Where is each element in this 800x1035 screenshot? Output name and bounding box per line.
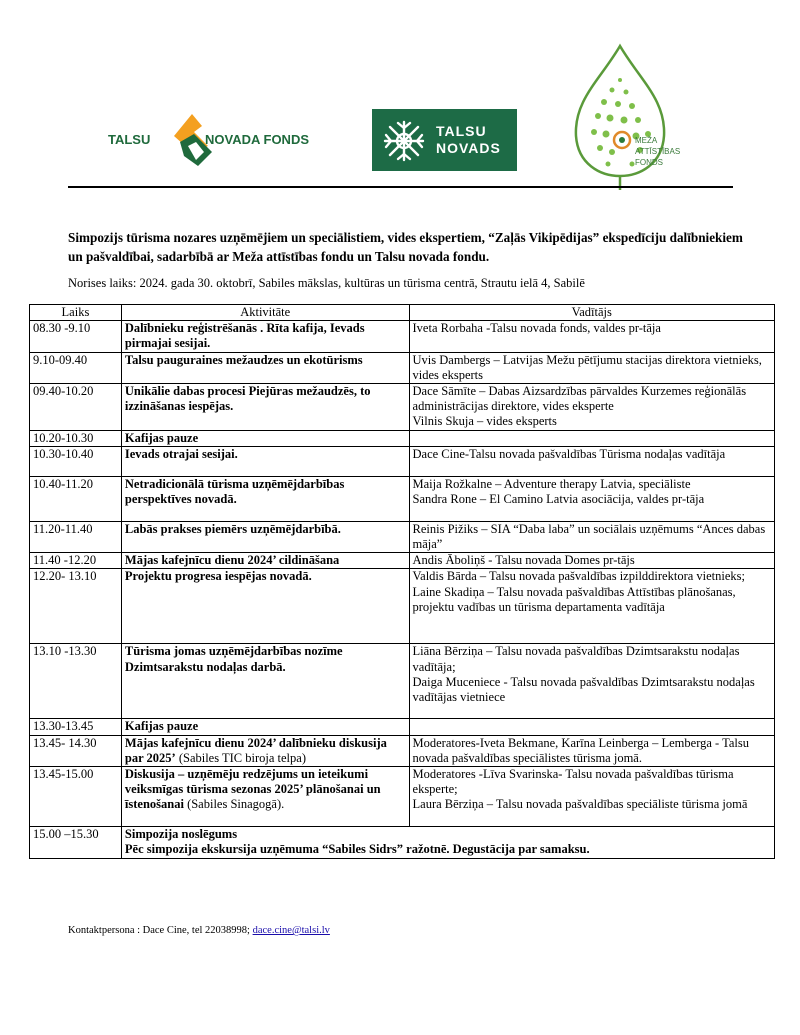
- row-activity: [121, 767, 409, 827]
- header-activity: Aktivitāte: [121, 305, 409, 321]
- schedule-table: [29, 304, 775, 859]
- closing-row: [30, 827, 775, 859]
- activity-title: Mājas kafejnīcu dienu 2024’ cildināšana: [124, 553, 340, 568]
- contact-email-link[interactable]: dace.cine@talsi.lv: [252, 925, 330, 936]
- talsu-novads-snowflake-icon: [382, 119, 426, 163]
- row-leader: Valdis Bārda – Talsu novada pašvaldības izpilddirektora vietnieks; Laine Skadiņa – Talsu novada pašvaldības Attīstības plānošanas, projektu vadības un tūrisma departamenta vadītāja: [409, 569, 774, 644]
- row-leader: Reinis Pižiks – SIA “Daba laba” un sociālais uzņēmums “Ances dabas māja”: [409, 521, 774, 552]
- row-time: 10.40-11.20: [30, 476, 122, 521]
- row-time: 08.30 -9.10: [30, 321, 122, 352]
- logo-word-talsu-2: TALSU: [436, 123, 487, 139]
- logo-word-fonds: FONDS: [635, 158, 663, 167]
- meza-attistibas-fonds-logo: [560, 40, 680, 190]
- logo-word-talsu: TALSU: [108, 132, 151, 147]
- header-leader: Vadītājs: [409, 305, 774, 321]
- table-row: [30, 521, 775, 552]
- row-activity: [121, 569, 409, 644]
- activity-title: Mājas kafejnīcu dienu 2024’ dalībnieku diskusija par 2025’: [124, 735, 387, 765]
- contact-label: Kontaktpersona : Dace Cine, tel 22038998;: [68, 925, 253, 936]
- table-row: [30, 767, 775, 827]
- row-activity: [121, 476, 409, 521]
- talsu-novada-fonds-logo: [108, 112, 328, 172]
- row-time: 10.20-10.30: [30, 430, 122, 446]
- activity-location-note: (Sabiles Sinagogā).: [183, 797, 285, 812]
- row-time: 13.10 -13.30: [30, 644, 122, 719]
- row-activity: [121, 553, 409, 569]
- activity-title: Kafijas pauze: [124, 430, 199, 445]
- table-row: [30, 644, 775, 719]
- event-date-location: Norises laiks: 2024. gada 30. oktobrī, Sabiles mākslas, kultūras un tūrisma centrā, Strautu ielā 4, Sabilē: [68, 276, 585, 290]
- activity-title: Labās prakses piemērs uzņēmējdarbībā.: [124, 521, 341, 536]
- logo-word-novada-fonds: NOVADA FONDS: [205, 132, 309, 147]
- header-time: Laiks: [30, 305, 122, 321]
- row-leader: [409, 430, 774, 446]
- activity-title: Projektu progresa iespējas novadā.: [124, 569, 312, 584]
- talsu-novads-logo: [372, 109, 517, 171]
- activity-title: Netradicionālā tūrisma uzņēmējdarbības perspektīves novadā.: [124, 476, 345, 507]
- activity-location-note: (Sabiles TIC biroja telpa): [175, 750, 306, 765]
- row-leader: Moderatores-Iveta Bekmane, Karīna Leinberga – Lemberga - Talsu novada pašvaldības speciālistes tūrisma jomā.: [409, 735, 774, 766]
- activity-title: Kafijas pauze: [124, 719, 199, 734]
- table-row: [30, 476, 775, 521]
- row-time: 13.30-13.45: [30, 719, 122, 735]
- row-activity: [121, 735, 409, 766]
- table-row: [30, 569, 775, 644]
- document-title: Simpozijs tūrisma nozares uzņēmējiem un speciālistiem, vides ekspertiem, “Zaļās Vikipēdijas” ekspedīciju dalībniekiem un pašvaldībai, sadarbībā ar Meža attīstības fondu un Talsu novada fondu.: [68, 230, 743, 264]
- logo-word-meza: MEŽA: [635, 136, 658, 145]
- table-row: [30, 352, 775, 383]
- table-row: [30, 321, 775, 352]
- row-time: 09.40-10.20: [30, 384, 122, 431]
- row-activity: [121, 384, 409, 431]
- row-time: 11.20-11.40: [30, 521, 122, 552]
- row-time: 12.20- 13.10: [30, 569, 122, 644]
- table-row: [30, 384, 775, 431]
- activity-title: Unikālie dabas procesi Piejūras mežaudzēs, to izzināšanas iespējas.: [124, 384, 371, 414]
- row-activity: [121, 430, 409, 446]
- row-time: 9.10-09.40: [30, 352, 122, 383]
- row-time: 13.45- 14.30: [30, 735, 122, 766]
- closing-description: [121, 827, 774, 859]
- row-activity: [121, 644, 409, 719]
- row-leader: Dace Cine-Talsu novada pašvaldības Tūrisma nodaļas vadītāja: [409, 446, 774, 476]
- row-activity: [121, 446, 409, 476]
- table-row: [30, 430, 775, 446]
- activity-title: Tūrisma jomas uzņēmējdarbības nozīme Dzimtsarakstu nodaļas darbā.: [124, 644, 343, 674]
- activity-title: Diskusija – uzņēmēju redzējums un ieteikumi veiksmīgas tūrisma sezonas 2025’ plānošanai un īstenošanai: [124, 767, 381, 812]
- row-time: 13.45-15.00: [30, 767, 122, 827]
- table-row: [30, 446, 775, 476]
- row-activity: [121, 521, 409, 552]
- table-row: [30, 735, 775, 766]
- row-leader: [409, 719, 774, 735]
- row-activity: [121, 321, 409, 352]
- row-leader: Dace Sāmīte – Dabas Aizsardzības pārvaldes Kurzemes reģionālās administrācijas direktore, vides eksperte Vilnis Skuja – vides eksperts: [409, 384, 774, 431]
- row-activity: [121, 352, 409, 383]
- table-row: [30, 719, 775, 735]
- activity-title: Talsu pauguraines mežaudzes un ekotūrisms: [124, 352, 363, 367]
- row-leader: Uvis Dambergs – Latvijas Mežu pētījumu stacijas direktora vietnieks, vides eksperts: [409, 352, 774, 383]
- logo-word-attistibas: ATTĪSTĪBAS: [635, 147, 681, 156]
- activity-title: Dalībnieku reģistrēšanās . Rīta kafija, Ievads pirmajai sesijai.: [124, 321, 365, 351]
- header-divider: [68, 186, 733, 188]
- row-leader: Andis Āboliņš - Talsu novada Domes pr-tājs: [409, 553, 774, 569]
- closing-time: 15.00 –15.30: [30, 827, 122, 859]
- schedule-body: [30, 321, 775, 859]
- activity-title: Ievads otrajai sesijai.: [124, 446, 238, 461]
- row-leader: Moderatores -Līva Svarinska- Talsu novada pašvaldības tūrisma eksperte; Laura Bērziņa – Talsu novada pašvaldības speciāliste tūrisma jomā: [409, 767, 774, 827]
- closing-title: Simpozija noslēgums: [124, 827, 238, 842]
- contact-line: [68, 925, 330, 936]
- row-leader: Maija Rožkalne – Adventure therapy Latvia, speciāliste Sandra Rone – El Camino Latvia asociācija, valdes pr-tāja: [409, 476, 774, 521]
- closing-excursion: Pēc simpozija ekskursija uzņēmuma “Sabiles Sidrs” ražotnē. Degustācija par samaksu.: [124, 842, 590, 857]
- table-header-row: [30, 305, 775, 321]
- logo-word-novads: NOVADS: [436, 140, 501, 156]
- row-leader: Liāna Bērziņa – Talsu novada pašvaldības Dzimtsarakstu nodaļas vadītāja; Daiga Muceniece - Talsu novada pašvaldības Dzimtsarakstu nodaļas vadītājas vietniece: [409, 644, 774, 719]
- header-logos: [0, 0, 800, 190]
- table-row: [30, 553, 775, 569]
- row-leader: Iveta Rorbaha -Talsu novada fonds, valdes pr-tāja: [409, 321, 774, 352]
- row-time: 10.30-10.40: [30, 446, 122, 476]
- row-activity: [121, 719, 409, 735]
- row-time: 11.40 -12.20: [30, 553, 122, 569]
